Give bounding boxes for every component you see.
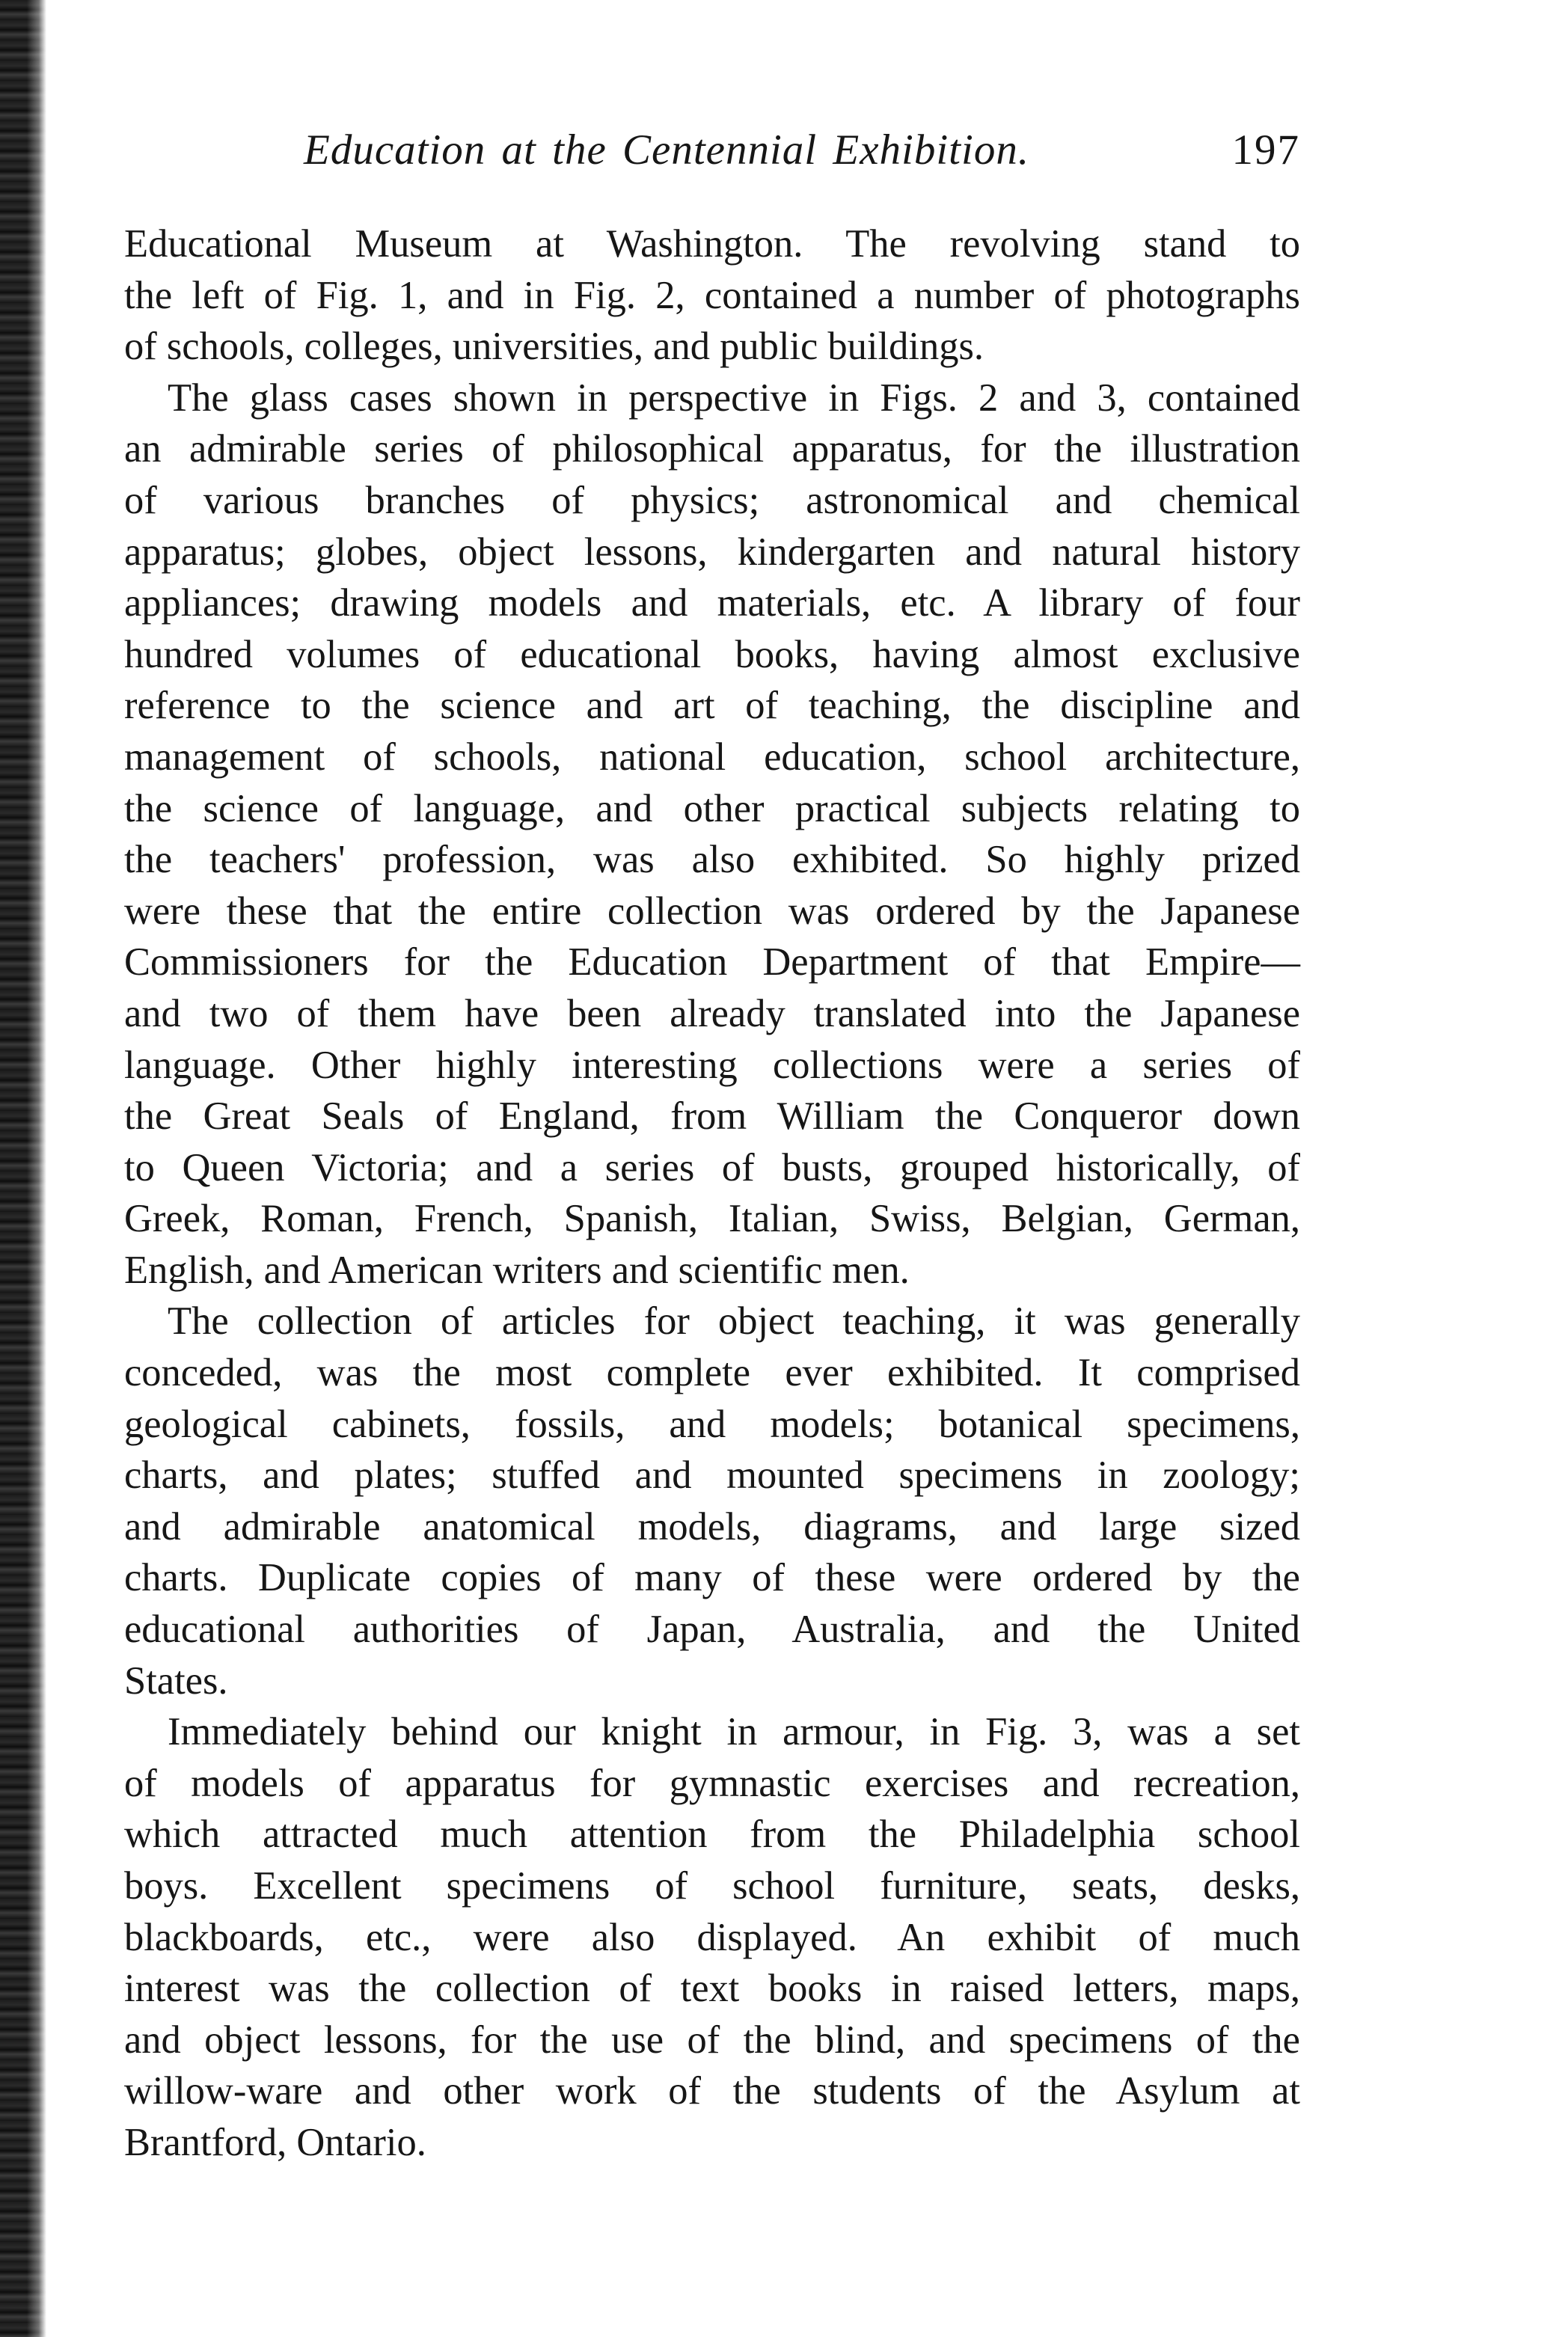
text-line: an admirable series of philosophical apparatus, for the illustration bbox=[124, 427, 1300, 471]
text-line: and object lessons, for the use of the blind, and specimens of the bbox=[124, 2018, 1300, 2062]
text-line: States. bbox=[124, 1658, 228, 1703]
text-line: the Great Seals of England, from William the Conqueror down bbox=[124, 1094, 1300, 1139]
text-line: willow-ware and other work of the students of the Asylum at bbox=[124, 2069, 1300, 2113]
page-binding-edge bbox=[0, 0, 46, 2337]
text-line: charts. Duplicate copies of many of these were ordered by the bbox=[124, 1556, 1300, 1600]
text-line: to Queen Victoria; and a series of busts, grouped historically, of bbox=[124, 1145, 1300, 1189]
text-line: charts, and plates; stuffed and mounted specimens in zoology; bbox=[124, 1454, 1300, 1498]
text-line: the teachers' profession, was also exhibited. So highly prized bbox=[124, 838, 1300, 882]
text-line: boys. Excellent specimens of school furniture, seats, desks, bbox=[124, 1864, 1300, 1908]
running-title: Education at the Centennial Exhibition. bbox=[304, 126, 1030, 174]
body-text bbox=[124, 218, 1300, 2169]
paragraph-first-line: The glass cases shown in perspective in Figs. 2 and 3, contained bbox=[168, 376, 1300, 420]
running-head bbox=[124, 126, 1300, 197]
text-line: of various branches of physics; astronomical and chemical bbox=[124, 478, 1300, 522]
text-line: of models of apparatus for gymnastic exercises and recreation, bbox=[124, 1761, 1300, 1805]
text-line: and admirable anatomical models, diagrams, and large sized bbox=[124, 1504, 1300, 1549]
text-line: appliances; drawing models and materials, etc. A library of four bbox=[124, 581, 1300, 625]
text-line: management of schools, national education, school architecture, bbox=[124, 735, 1300, 779]
text-line: the science of language, and other practical subjects relating to bbox=[124, 786, 1300, 830]
text-line: Educational Museum at Washington. The revolving stand to bbox=[124, 222, 1300, 266]
text-line: Brantford, Ontario. bbox=[124, 2120, 426, 2164]
text-line: blackboards, etc., were also displayed. An exhibit of much bbox=[124, 1915, 1300, 1959]
text-line: the left of Fig. 1, and in Fig. 2, contained a number of photographs bbox=[124, 273, 1300, 317]
text-line: hundred volumes of educational books, having almost exclusive bbox=[124, 632, 1300, 676]
page-number: 197 bbox=[1231, 126, 1300, 174]
text-line: apparatus; globes, object lessons, kindergarten and natural history bbox=[124, 530, 1300, 574]
text-line: which attracted much attention from the Philadelphia school bbox=[124, 1813, 1300, 1857]
text-line: conceded, was the most complete ever exhibited. It comprised bbox=[124, 1351, 1300, 1395]
text-line: reference to the science and art of teaching, the discipline and bbox=[124, 684, 1300, 728]
text-line: English, and American writers and scientific men. bbox=[124, 1248, 910, 1292]
paragraph-first-line: Immediately behind our knight in armour, in Fig. 3, was a set bbox=[168, 1710, 1300, 1754]
text-line: geological cabinets, fossils, and models; botanical specimens, bbox=[124, 1402, 1300, 1446]
text-line: Commissioners for the Education Department of that Empire— bbox=[124, 940, 1300, 984]
text-line: were these that the entire collection was ordered by the Japanese bbox=[124, 889, 1300, 933]
text-line: and two of them have been already translated into the Japanese bbox=[124, 991, 1300, 1035]
text-line: Greek, Roman, French, Spanish, Italian, Swiss, Belgian, German, bbox=[124, 1197, 1300, 1241]
text-line: language. Other highly interesting collections were a series of bbox=[124, 1043, 1300, 1087]
text-line: interest was the collection of text books in raised letters, maps, bbox=[124, 1967, 1300, 2011]
text-line: of schools, colleges, universities, and public buildings. bbox=[124, 325, 984, 369]
paragraph-first-line: The collection of articles for object teaching, it was generally bbox=[168, 1299, 1300, 1344]
text-line: educational authorities of Japan, Australia, and the United bbox=[124, 1608, 1300, 1652]
